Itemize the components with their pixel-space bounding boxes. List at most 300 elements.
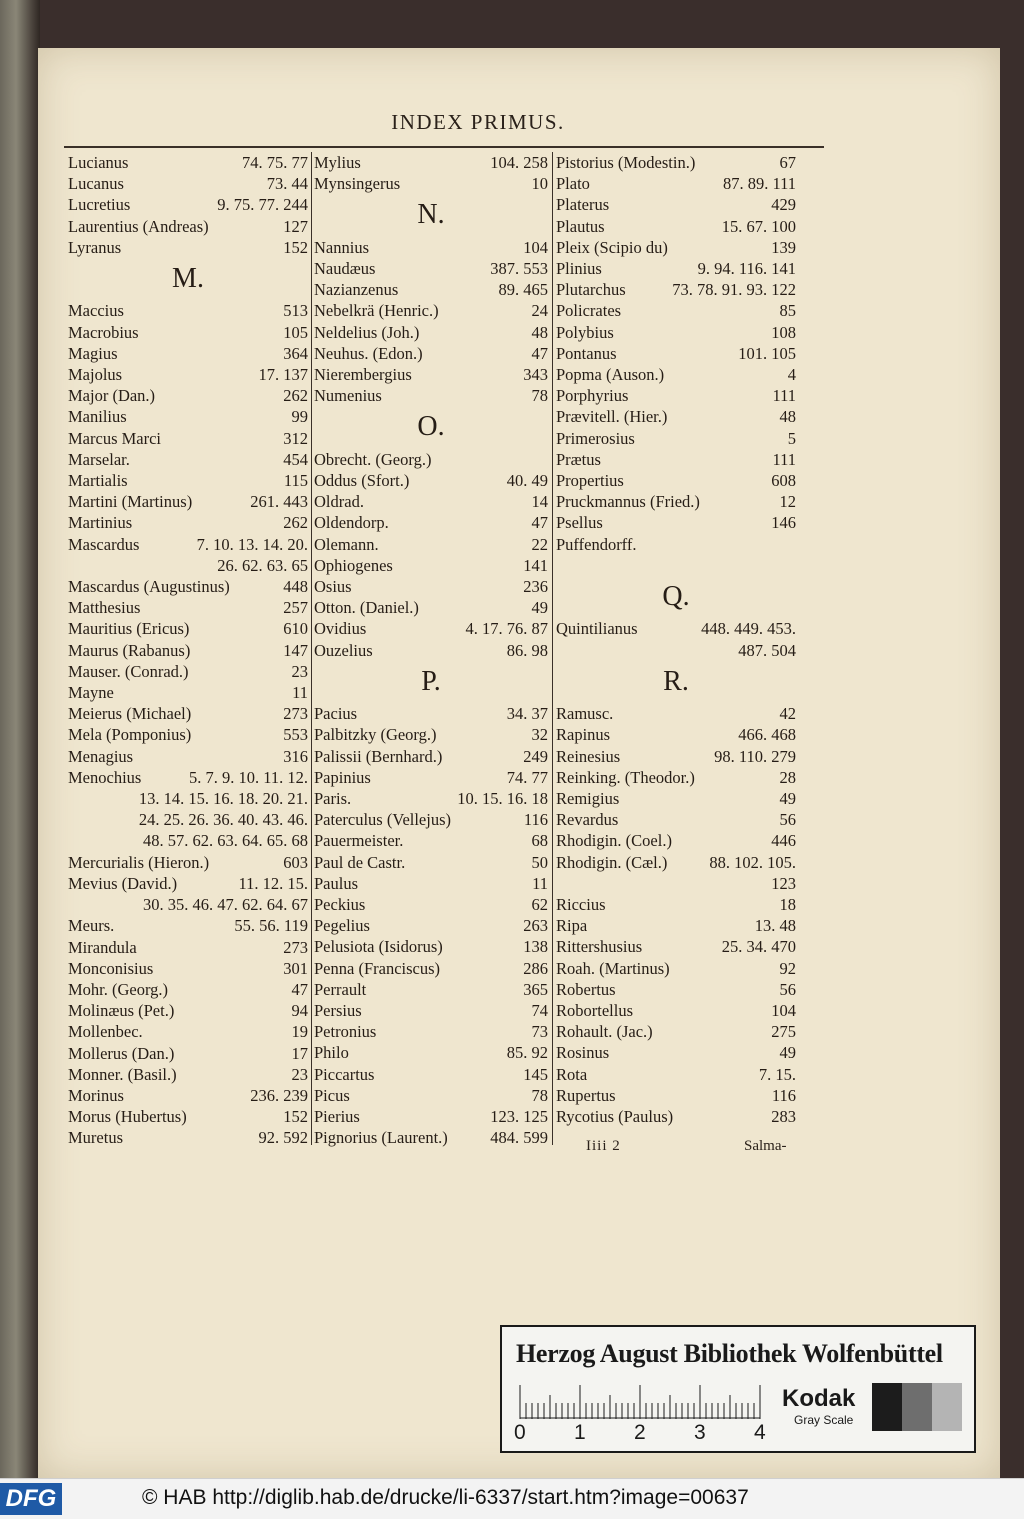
index-entry: [556, 936, 796, 957]
entry-pages: 454: [283, 449, 308, 469]
entry-pages: 10. 15. 16. 18: [457, 789, 548, 809]
index-entry: [68, 152, 308, 173]
entry-pages: 4: [787, 365, 796, 385]
gray-swatch: [932, 1383, 962, 1431]
entry-pages: 73. 78. 91. 93. 122: [672, 280, 796, 300]
index-entry: [556, 406, 796, 427]
adjacent-page-edge: [0, 0, 40, 1478]
entry-pages: 87. 89. 111: [722, 174, 796, 194]
entry-name: Macrobius: [68, 322, 139, 342]
entry-name: Ophiogenes: [314, 555, 393, 575]
index-entry: [68, 216, 308, 237]
index-entry: [556, 1021, 796, 1042]
entry-name: Mascardus: [68, 534, 140, 554]
entry-name: Paris.: [314, 789, 352, 809]
entry-pages: 275: [771, 1022, 796, 1042]
index-entry: [314, 534, 548, 555]
entry-name: Nierembergius: [314, 365, 412, 385]
entry-pages: 139: [771, 237, 796, 257]
entry-pages: 365: [523, 979, 548, 999]
entry-pages: 610: [283, 619, 308, 639]
index-entry: [556, 449, 796, 470]
entry-pages: 22: [531, 534, 548, 554]
entry-pages: 316: [283, 746, 308, 766]
index-entry: [314, 364, 548, 385]
entry-name: Platerus: [556, 195, 610, 215]
entry-name: Philo: [314, 1043, 349, 1063]
entry-name: Reinking. (Theodor.): [556, 767, 695, 787]
index-entry: [68, 406, 308, 427]
entry-pages: 104: [523, 237, 548, 257]
index-entry: [68, 1085, 308, 1106]
index-entry: [314, 1085, 548, 1106]
index-entry: [68, 937, 308, 958]
entry-pages: 78: [531, 386, 548, 406]
index-entry: [68, 237, 308, 258]
index-entry: [314, 852, 548, 873]
index-entry: [314, 830, 548, 851]
entry-pages: 9. 75. 77. 244: [217, 195, 308, 215]
index-entry: [68, 491, 308, 512]
entry-pages: 513: [283, 301, 308, 321]
entry-name: Majolus: [68, 365, 123, 385]
entry-pages: 74: [531, 1001, 548, 1021]
column-divider: [552, 152, 553, 1145]
entry-name: Rycotius (Paulus): [556, 1107, 674, 1127]
entry-pages: 286: [523, 958, 548, 978]
index-entry: [68, 364, 308, 385]
index-entry: [556, 322, 796, 343]
entry-pages: 50: [531, 852, 548, 872]
entry-pages: 249: [523, 746, 548, 766]
index-entry: [314, 597, 548, 618]
index-column-3: [556, 152, 796, 1145]
entry-pages: 141: [523, 555, 548, 575]
index-entry: [556, 703, 796, 724]
index-entry: [68, 958, 308, 979]
index-entry: [556, 958, 796, 979]
index-entry: [314, 1042, 548, 1063]
index-entry: [314, 958, 548, 979]
entry-continuation: 48. 57. 62. 63. 64. 65. 68: [143, 831, 308, 851]
index-entry: [556, 279, 796, 300]
index-entry: [314, 1064, 548, 1085]
entry-pages: 73: [531, 1022, 548, 1042]
index-entry: [314, 767, 548, 788]
index-entry: [314, 512, 548, 533]
index-entry: [68, 915, 308, 936]
entry-name: Mercurialis (Hieron.): [68, 852, 210, 872]
entry-name: Meurs.: [68, 916, 115, 936]
entry-name: Pontanus: [556, 343, 617, 363]
index-entry: [68, 1106, 308, 1127]
entry-pages: 62: [531, 895, 548, 915]
entry-pages: 262: [283, 513, 308, 533]
entry-pages: 23: [291, 1064, 308, 1084]
entry-name: Psellus: [556, 513, 603, 533]
index-entry: [314, 809, 548, 830]
entry-name: Roah. (Martinus): [556, 958, 670, 978]
section-letter: R.: [663, 665, 689, 697]
entry-name: Mirandula: [68, 937, 137, 957]
index-entry: [68, 703, 308, 724]
entry-name: Pleix (Scipio du): [556, 237, 668, 257]
entry-pages: 5. 7. 9. 10. 11. 12.: [188, 767, 308, 787]
entry-continuation: 123: [771, 873, 796, 893]
entry-name: Paul de Castr.: [314, 852, 406, 872]
index-entry: [314, 300, 548, 321]
index-entry: [68, 1064, 308, 1085]
entry-name: Major (Dan.): [68, 386, 156, 406]
entry-pages: 301: [283, 958, 308, 978]
entry-pages: 18: [779, 895, 796, 915]
entry-name: Policrates: [556, 301, 622, 321]
index-entry: [314, 322, 548, 343]
entry-pages: 116: [771, 1085, 796, 1105]
entry-name: Porphyrius: [556, 386, 629, 406]
entry-name: Pelusiota (Isidorus): [314, 937, 443, 957]
index-entry: [556, 1000, 796, 1021]
entry-name: Manilius: [68, 407, 127, 427]
kodak-logo: Kodak: [782, 1385, 856, 1412]
index-entry: [314, 894, 548, 915]
section-letter: Q.: [662, 581, 690, 613]
entry-name: Marselar.: [68, 449, 130, 469]
entry-name: Plinius: [556, 259, 602, 279]
entry-name: Plautus: [556, 216, 605, 236]
index-entry: [314, 936, 548, 957]
entry-pages: 56: [779, 979, 796, 999]
index-column-1: [68, 152, 308, 1148]
entry-name: Ovidius: [314, 619, 367, 639]
entry-pages: 11: [292, 683, 308, 703]
entry-name: Lyranus: [68, 237, 122, 257]
entry-pages: 85. 92: [506, 1043, 548, 1063]
entry-pages: 19: [291, 1022, 308, 1042]
index-entry: [314, 703, 548, 724]
entry-pages: 23: [291, 661, 308, 681]
entry-pages: 145: [523, 1064, 548, 1084]
entry-name: Rohault. (Jac.): [556, 1022, 653, 1042]
index-entry: [314, 746, 548, 767]
entry-pages: 104. 258: [490, 153, 548, 172]
index-entry: [68, 979, 308, 1000]
entry-pages: 115: [283, 471, 308, 491]
entry-pages: 85: [779, 301, 796, 321]
index-entry: [314, 618, 548, 639]
entry-name: Rhodigin. (Cæl.): [556, 852, 668, 872]
index-entry: [556, 915, 796, 936]
index-column-2: [314, 152, 548, 1148]
entry-name: Quintilianus: [556, 619, 638, 639]
entry-name: Maccius: [68, 301, 124, 321]
entry-pages: 24: [531, 301, 548, 321]
index-entry: [556, 152, 796, 173]
entry-name: Menochius: [68, 767, 142, 787]
index-entry: [314, 470, 548, 491]
index-entry: [556, 724, 796, 745]
entry-name: Pegelius: [314, 916, 370, 936]
index-entry: [556, 216, 796, 237]
entry-name: Ripa: [556, 916, 588, 936]
entry-name: Maurus (Rabanus): [68, 640, 191, 660]
index-entry: [314, 1106, 548, 1127]
index-entry: [556, 470, 796, 491]
ruler-number: 3: [694, 1421, 706, 1444]
index-entry: [314, 873, 548, 894]
entry-name: Monconisius: [68, 958, 154, 978]
index-entry: [68, 470, 308, 491]
entry-name: Ramusc.: [556, 704, 614, 724]
entry-name: Rota: [556, 1064, 588, 1084]
index-entry: [68, 1021, 308, 1042]
entry-name: Martinius: [68, 513, 133, 533]
index-entry: [314, 788, 548, 809]
catchword: Salma-: [744, 1138, 787, 1154]
index-entry: [556, 491, 796, 512]
entry-name: Lucianus: [68, 153, 129, 172]
ruler-number: 1: [574, 1421, 586, 1444]
entry-name: Peckius: [314, 895, 366, 915]
entry-name: Pistorius (Modestin.): [556, 153, 696, 172]
index-entry: [556, 1106, 796, 1127]
entry-pages: 14: [531, 492, 548, 512]
copyright-link[interactable]: © HAB http://diglib.hab.de/drucke/li-6337/start.htm?image=00637: [142, 1486, 749, 1509]
entry-name: Lucanus: [68, 174, 124, 194]
entry-pages: 603: [283, 852, 308, 872]
index-entry: [314, 1000, 548, 1021]
index-entry: [556, 894, 796, 915]
entry-name: Mascardus (Augustinus): [68, 577, 230, 597]
entry-name: Piccartus: [314, 1064, 375, 1084]
entry-name: Martini (Martinus): [68, 492, 193, 512]
index-entry: [68, 640, 308, 661]
library-name: Herzog August Bibliothek Wolfenbüttel: [516, 1339, 943, 1368]
index-entry: [68, 173, 308, 194]
index-entry: [314, 152, 548, 173]
entry-name: Picus: [314, 1085, 350, 1105]
entry-name: Ouzelius: [314, 640, 373, 660]
entry-pages: 261. 443: [250, 492, 308, 512]
color-reference-card: [500, 1325, 976, 1453]
entry-pages: 343: [523, 365, 548, 385]
entry-name: Pacius: [314, 704, 358, 724]
index-entry: [556, 512, 796, 533]
index-entry: [314, 258, 548, 279]
entry-pages: 127: [283, 216, 308, 236]
ruler-scale: [518, 1381, 762, 1419]
index-entry: [68, 194, 308, 215]
entry-name: Reinesius: [556, 746, 621, 766]
footer-bar: [0, 1478, 1024, 1519]
index-entry: [68, 746, 308, 767]
entry-name: Martialis: [68, 471, 128, 491]
index-entry: [556, 1064, 796, 1085]
index-entry: [68, 767, 308, 788]
entry-pages: 49: [531, 598, 548, 618]
scanned-page: [38, 48, 1000, 1478]
index-entry: [68, 852, 308, 873]
entry-continuation: 487. 504: [738, 640, 796, 660]
index-entry: [68, 385, 308, 406]
entry-pages: 94: [291, 1001, 308, 1021]
entry-name: Prævitell. (Hier.): [556, 407, 668, 427]
entry-name: Nebelkrä (Henric.): [314, 301, 439, 321]
entry-pages: 448: [283, 577, 308, 597]
entry-name: Mauritius (Ericus): [68, 619, 190, 639]
entry-pages: 99: [291, 407, 308, 427]
entry-name: Molinæus (Pet.): [68, 1001, 175, 1021]
entry-name: Propertius: [556, 471, 624, 491]
entry-name: Mayne: [68, 683, 114, 703]
entry-pages: 25. 34. 470: [721, 937, 796, 957]
entry-pages: 273: [283, 937, 308, 957]
column-divider: [311, 152, 312, 1145]
entry-name: Papinius: [314, 767, 371, 787]
entry-pages: 98. 110. 279: [714, 746, 796, 766]
entry-pages: 123. 125: [490, 1107, 548, 1127]
entry-name: Remigius: [556, 789, 620, 809]
entry-name: Petronius: [314, 1022, 377, 1042]
entry-name: Palbitzky (Georg.): [314, 725, 437, 745]
index-entry: [68, 449, 308, 470]
entry-name: Robortellus: [556, 1001, 633, 1021]
entry-pages: 55. 56. 119: [234, 916, 308, 936]
index-entry: [68, 661, 308, 682]
entry-pages: 138: [523, 937, 548, 957]
entry-name: Rhodigin. (Coel.): [556, 831, 672, 851]
entry-name: Laurentius (Andreas): [68, 216, 209, 236]
entry-pages: 7. 10. 13. 14. 20.: [196, 534, 308, 554]
entry-name: Puffendorff.: [556, 534, 637, 554]
index-entry: [556, 979, 796, 1000]
entry-pages: 74. 75. 77: [242, 153, 308, 172]
entry-pages: 312: [283, 428, 308, 448]
entry-pages: 105: [283, 322, 308, 342]
entry-name: Primerosius: [556, 428, 635, 448]
entry-pages: 49: [779, 789, 796, 809]
index-entry: [556, 809, 796, 830]
index-entry: [68, 682, 308, 703]
index-entry: [556, 364, 796, 385]
entry-pages: 40. 49: [506, 471, 548, 491]
entry-pages: 111: [772, 449, 796, 469]
dfg-logo[interactable]: DFG: [0, 1483, 62, 1515]
index-entry: [556, 1042, 796, 1063]
entry-name: Mauser. (Conrad.): [68, 661, 189, 681]
signature-mark: Iiii 2: [586, 1138, 621, 1154]
index-entry: [556, 852, 796, 873]
entry-pages: 48: [779, 407, 796, 427]
entry-pages: 263: [523, 916, 548, 936]
section-letter: O.: [417, 411, 445, 443]
entry-pages: 146: [771, 513, 796, 533]
blank-line: [556, 555, 796, 576]
index-entry: [314, 640, 548, 661]
entry-pages: 104: [771, 1001, 796, 1021]
index-entry: [68, 1000, 308, 1021]
entry-pages: 34. 37: [506, 704, 548, 724]
entry-pages: 108: [771, 322, 796, 342]
entry-name: Palissii (Bernhard.): [314, 746, 443, 766]
entry-pages: 49: [779, 1043, 796, 1063]
entry-pages: 273: [283, 704, 308, 724]
index-entry: [68, 1043, 308, 1064]
index-entry: [68, 428, 308, 449]
index-entry: [314, 979, 548, 1000]
entry-name: Obrecht. (Georg.): [314, 449, 432, 469]
gray-scale-swatches: [872, 1383, 962, 1431]
section-letter: M.: [172, 263, 204, 295]
entry-name: Oddus (Sfort.): [314, 471, 410, 491]
entry-name: Mollenbec.: [68, 1022, 143, 1042]
entry-name: Revardus: [556, 810, 619, 830]
entry-name: Rupertus: [556, 1085, 616, 1105]
index-entry: [68, 597, 308, 618]
entry-name: Pruckmannus (Fried.): [556, 492, 700, 512]
index-entry: [314, 385, 548, 406]
entry-pages: 68: [531, 831, 548, 851]
entry-name: Perrault: [314, 979, 367, 999]
entry-pages: 5: [787, 428, 796, 448]
entry-name: Nazianzenus: [314, 280, 399, 300]
index-entry: [556, 788, 796, 809]
entry-pages: 446: [771, 831, 796, 851]
entry-pages: 608: [771, 471, 796, 491]
entry-pages: 262: [283, 386, 308, 406]
entry-name: Meierus (Michael): [68, 704, 192, 724]
entry-pages: 101. 105: [738, 343, 796, 363]
entry-pages: 11. 12. 15.: [238, 873, 308, 893]
entry-name: Nannius: [314, 237, 369, 257]
entry-name: Riccius: [556, 895, 606, 915]
entry-name: Lucretius: [68, 195, 131, 215]
entry-name: Morinus: [68, 1085, 124, 1105]
entry-name: Popma (Auson.): [556, 365, 665, 385]
entry-name: Persius: [314, 1001, 362, 1021]
entry-name: Robertus: [556, 979, 616, 999]
entry-pages: 17: [291, 1043, 308, 1063]
index-entry: [556, 767, 796, 788]
entry-pages: 10: [531, 174, 548, 194]
entry-pages: 116: [523, 810, 548, 830]
ruler-labels: [514, 1421, 774, 1447]
entry-pages: 13. 48: [754, 916, 796, 936]
entry-pages: 448. 449. 453.: [701, 619, 796, 639]
entry-name: Magius: [68, 343, 118, 363]
index-entry: [314, 915, 548, 936]
entry-pages: 364: [283, 343, 308, 363]
entry-pages: 78: [531, 1085, 548, 1105]
entry-pages: 9. 94. 116. 141: [697, 259, 796, 279]
entry-pages: 387. 553: [490, 259, 548, 278]
entry-pages: 89. 465: [498, 280, 548, 300]
index-entry: [68, 618, 308, 639]
entry-pages: 47: [291, 979, 308, 999]
entry-name: Osius: [314, 577, 352, 597]
index-entry: [556, 428, 796, 449]
index-entry: [314, 724, 548, 745]
entry-name: Otton. (Daniel.): [314, 598, 419, 618]
entry-pages: 4. 17. 76. 87: [465, 619, 548, 639]
index-entry: [68, 724, 308, 745]
entry-name: Polybius: [556, 322, 614, 342]
entry-pages: 15. 67. 100: [721, 216, 796, 236]
entry-continuation: 13. 14. 15. 16. 18. 20. 21.: [138, 789, 308, 809]
entry-name: Matthesius: [68, 598, 141, 618]
entry-name: Mollerus (Dan.): [68, 1043, 175, 1063]
index-entry: [68, 873, 308, 894]
